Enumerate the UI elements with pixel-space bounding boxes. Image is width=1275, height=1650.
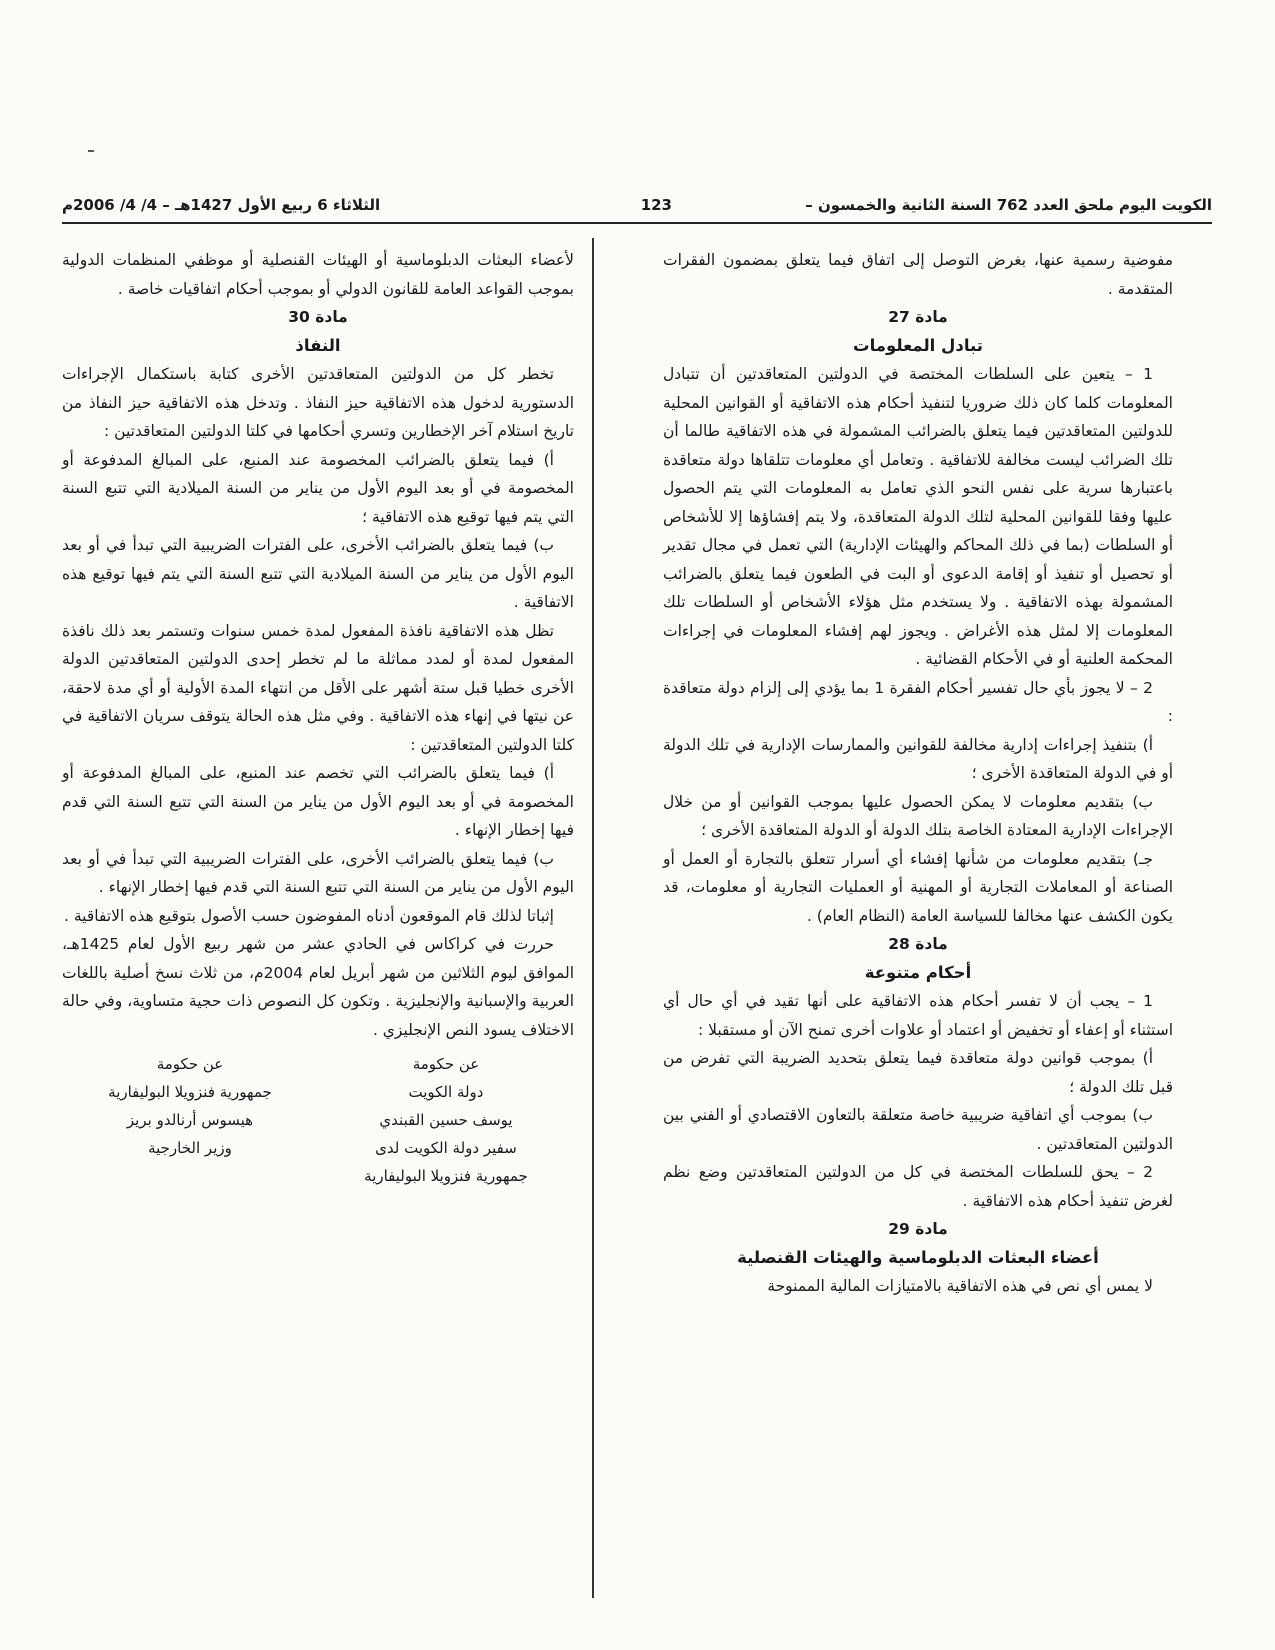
article-27-label: مادة 27 bbox=[888, 308, 948, 326]
article-27-item-b: ب) بتقديم معلومات لا يمكن الحصول عليها بموجب القوانين أو من خلال الإجراءات الإدارية المعتادة الخاصة بتلك الدولة أو الدولة المتعاقدة الأخرى ؛ bbox=[663, 792, 1173, 839]
continuation-text: مفوضية رسمية عنها، بغرض التوصل إلى اتفاق فيما يتعلق بمضمون الفقرات المتقدمة . bbox=[663, 251, 1173, 298]
article-27-item-c: جـ) بتقديم معلومات من شأنها إفشاء أي أسرار تتعلق بالتجارة أو العمل أو الصناعة أو المعاملات التجارية أو المهنية أو العمليات التجارية أو معلومات، قد يكون الكشف عنها مخالفا للسياسة العامة (النظام العام) . bbox=[663, 849, 1173, 925]
article-28-paragraph-2: 2 – يحق للسلطات المختصة في كل من الدولتين المتعاقدتين وضع نظم لغرض تنفيذ أحكام هذه الاتفاقية . bbox=[663, 1163, 1173, 1210]
article-29-paragraph-1: لا يمس أي نص في هذه الاتفاقية بالامتيازات المالية الممنوحة bbox=[767, 1277, 1153, 1295]
article-27-paragraph-2: 2 – لا يجوز بأي حال تفسير أحكام الفقرة 1 بما يؤدي إلى إلزام دولة متعاقدة : bbox=[663, 678, 1173, 725]
signature-line: عن حكومة bbox=[156, 1055, 224, 1073]
article-30-label: مادة 30 bbox=[288, 308, 348, 326]
signature-venezuela bbox=[62, 1050, 318, 1190]
article-30-item-b: ب) فيما يتعلق بالضرائب الأخرى، على الفترات الضريبية التي تبدأ في أو بعد اليوم الأول من يناير من السنة الميلادية التي تتبع السنة التي يتم فيها توقيع هذه الاتفاقية . bbox=[62, 536, 574, 611]
signature-line: وزير الخارجية bbox=[148, 1139, 232, 1157]
signature-line: جمهورية فنزويلا البوليفارية bbox=[364, 1167, 528, 1185]
article-30-paragraph-1: تخطر كل من الدولتين المتعاقدتين الأخرى كتابة باستكمال الإجراءات الدستورية لدخول هذه الاتفاقية حيز النفاذ . وتدخل هذه الاتفاقية حيز النفاذ من تاريخ استلام آخر الإخطارين وتسري أحكامها في كلتا الدولتين المتعاقدتين : bbox=[62, 365, 574, 440]
article-27-title: تبادل المعلومات bbox=[853, 335, 983, 355]
header-rule bbox=[62, 222, 1212, 224]
article-30-item-a-termination: أ) فيما يتعلق بالضرائب التي تخصم عند المنبع، على المبالغ المدفوعة أو المخصومة في أو بعد اليوم الأول من يناير من السنة التي تتبع السنة التي قدم فيها إخطار الإنهاء . bbox=[62, 764, 574, 839]
signature-line: سفير دولة الكويت لدى bbox=[375, 1139, 517, 1157]
left-column bbox=[62, 246, 574, 1190]
continuation-text: لأعضاء البعثات الدبلوماسية أو الهيئات القنصلية أو موظفي المنظمات الدولية بموجب القواعد العامة للقانون الدولي أو بموجب أحكام اتفاقيات خاصة . bbox=[62, 251, 574, 298]
article-29-label: مادة 29 bbox=[888, 1220, 948, 1238]
done-at-clause: حررت في كراكاس في الحادي عشر من شهر ربيع الأول لعام 1425هـ، الموافق ليوم الثلاثين من شهر أبريل لعام 2004م، من ثلاث نسخ أصلية باللغات العربية والإسبانية والإنجليزية . وتكون كل النصوص ذات حجية متساوية، وفي حالة الاختلاف يسود النص الإنجليزي . bbox=[62, 935, 574, 1039]
article-28-item-b: ب) بموجب أي اتفاقية ضريبية خاصة متعلقة بالتعاون الاقتصادي أو الفني بين الدولتين المتعاقدتين . bbox=[663, 1106, 1173, 1153]
article-27-paragraph-1: 1 – يتعين على السلطات المختصة في الدولتين المتعاقدتين أن تتبادل المعلومات كلما كان ذلك ضروريا لتنفيذ أحكام هذه الاتفاقية أو القوانين المحلية للدولتين المتعاقدتين فيما يتعلق بالضرائب المشمولة في هذه الاتفاقية طالما أن تلك الضرائب ليست مخالفة للاتفاقية . وتعامل أي معلومات تتلقاها دولة متعاقدة باعتبارها سرية على نفس النحو الذي تعامل به المعلومات التي يتم الحصول عليها وفقا للقوانين المحلية لتلك الدولة المتعاقدة، ولا يتم إفشاؤها إلا للأشخاص أو السلطات (بما في ذلك المحاكم والهيئات الإدارية) التي تعمل في مجال تقدير أو تحصيل أو تنفيذ أو إقامة الدعوى أو البت في الطعون فيما يتعلق بالضرائب المشمولة بهذه الاتفاقية . ولا يستخدم مثل هؤلاء الأشخاص أو السلطات تلك المعلومات إلا لمثل هذه الأغراض . ويجوز لهم إفشاء المعلومات في إجراءات المحكمة العلنية أو في الأحكام القضائية . bbox=[663, 365, 1173, 668]
article-29-title: أعضاء البعثات الدبلوماسية والهيئات القنصلية bbox=[737, 1247, 1099, 1267]
article-30-paragraph-2: تظل هذه الاتفاقية نافذة المفعول لمدة خمس سنوات وتستمر بعد ذلك نافذة المفعول لمدة أو لمدد مماثلة ما لم تخطر إحدى الدولتين المتعاقدتين الدولة الأخرى خطيا قبل ستة أشهر على الأقل من انتهاء المدة الأولية أو أي مدة لاحقة، عن نيتها في إنهاء هذه الاتفاقية . وفي مثل هذه الحالة يتوقف سريان الاتفاقية في كلتا الدولتين المتعاقدتين : bbox=[62, 621, 574, 754]
article-30-item-a: أ) فيما يتعلق بالضرائب المخصومة عند المنبع، على المبالغ المدفوعة أو المخصومة في أو بعد اليوم الأول من يناير من السنة الميلادية التي تتبع السنة التي يتم فيها توقيع هذه الاتفاقية ؛ bbox=[62, 450, 574, 526]
article-30-title: النفاذ bbox=[295, 335, 341, 355]
signature-block bbox=[62, 1050, 574, 1190]
signature-line: يوسف حسين القبندي bbox=[379, 1111, 513, 1129]
signature-line: دولة الكويت bbox=[408, 1083, 484, 1101]
page-header bbox=[62, 190, 1212, 220]
right-column bbox=[663, 246, 1173, 1301]
signature-line: جمهورية فنزويلا البوليفارية bbox=[108, 1083, 272, 1101]
header-issue: الكويت اليوم ملحق العدد 762 السنة الثانية والخمسون – bbox=[805, 196, 1212, 214]
article-28-paragraph-1: 1 – يجب أن لا تفسر أحكام هذه الاتفاقية على أنها تقيد في أي حال أي استثناء أو إعفاء أو تخفيض أو اعتماد أو علاوات أخرى تمنح الآن أو مستقبلا : bbox=[663, 992, 1173, 1039]
column-divider bbox=[592, 238, 594, 1598]
signature-kuwait bbox=[318, 1050, 574, 1190]
article-28-title: أحكام متنوعة bbox=[864, 962, 972, 982]
article-28-item-a: أ) بموجب قوانين دولة متعاقدة فيما يتعلق بتحديد الضريبة التي تفرض من قبل تلك الدولة ؛ bbox=[663, 1049, 1173, 1096]
header-date: الثلاثاء 6 ربيع الأول 1427هـ – 4/ 4/ 2006م bbox=[62, 196, 381, 214]
article-28-label: مادة 28 bbox=[888, 935, 948, 953]
header-page-number: 123 bbox=[640, 196, 672, 214]
signature-line: عن حكومة bbox=[412, 1055, 480, 1073]
witness-clause: إثباتا لذلك قام الموقعون أدناه المفوضون حسب الأصول بتوقيع هذه الاتفاقية . bbox=[64, 906, 554, 925]
signature-line: هيسوس أرنالدو بريز bbox=[126, 1111, 254, 1129]
article-30-item-b-termination: ب) فيما يتعلق بالضرائب الأخرى، على الفترات الضريبية التي تبدأ في أو بعد اليوم الأول من يناير من السنة التي تتبع السنة التي قدم فيها إخطار الإنهاء . bbox=[62, 849, 574, 896]
scan-speck bbox=[88, 150, 94, 152]
article-27-item-a: أ) بتنفيذ إجراءات إدارية مخالفة للقوانين والممارسات الإدارية في تلك الدولة أو في الدولة المتعاقدة الأخرى ؛ bbox=[663, 735, 1173, 782]
